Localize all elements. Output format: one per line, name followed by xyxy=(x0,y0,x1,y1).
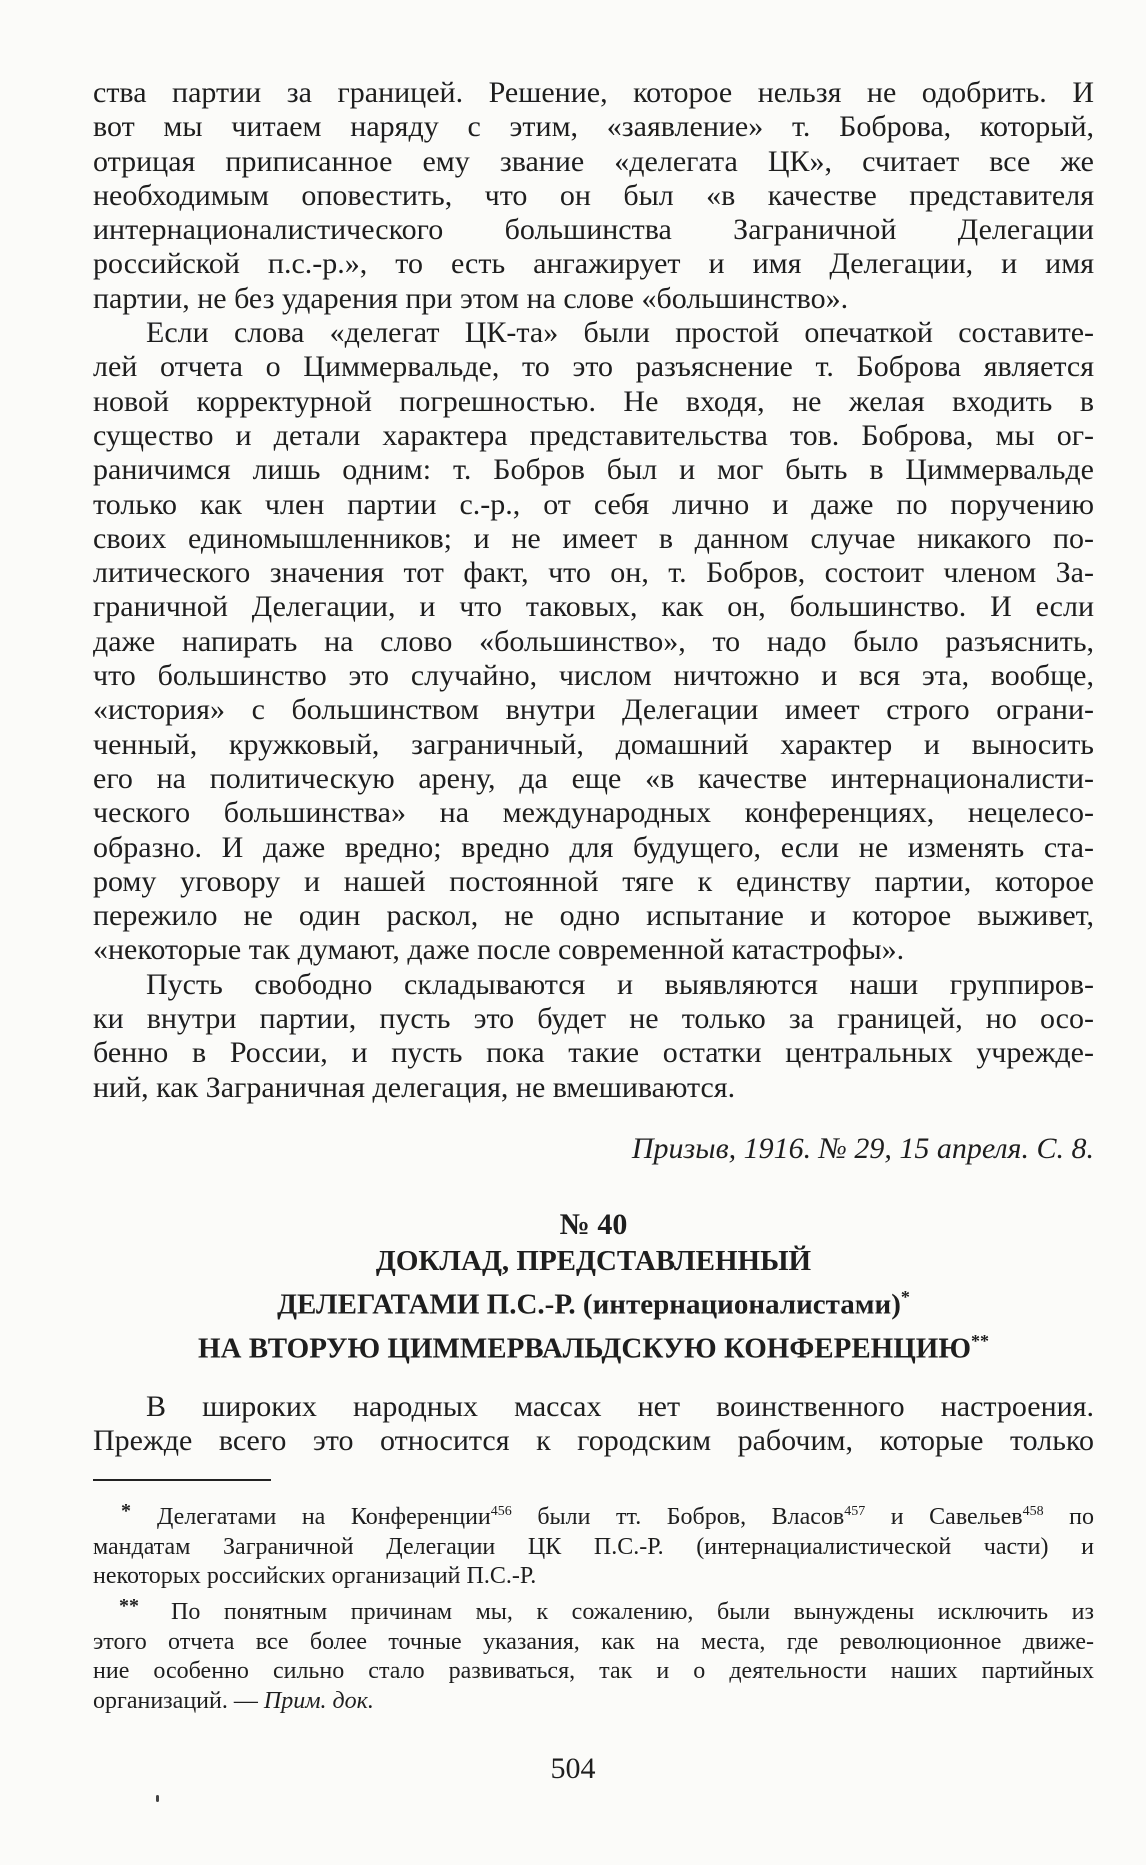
text-line: ние особенно сильно стало развиваться, так и о деятельности наших партийных xyxy=(93,1658,1094,1684)
text-line: Прежде всего это относится к городским рабочим, которые только xyxy=(93,1424,1094,1458)
endnote-ref[interactable]: 457 xyxy=(844,1504,866,1519)
document-title-line: НА ВТОРУЮ ЦИММЕРВАЛЬДСКУЮ КОНФЕРЕНЦИЮ** xyxy=(197,1330,990,1365)
text-line: По понятным причинам мы, к сожалению, были вынуждены исключить из xyxy=(171,1599,1094,1625)
text-line: рому уговору и нашей постоянной тяге к единству партии, которое xyxy=(93,864,1094,898)
text-line: образно. И даже вредно; вредно для будущего, если не изменять ста- xyxy=(93,830,1094,864)
text-line: мандатам Заграничной Делегации ЦК П.С.-Р. (интернациалистической части) и xyxy=(93,1533,1094,1560)
text-line: «некоторые так думают, даже после современной катастрофы». xyxy=(93,933,905,967)
text-line: необходимым оповестить, что он был «в качестве представителя xyxy=(93,178,1094,212)
text-line: только как член партии с.-р., от себя лично и даже по поручению xyxy=(93,487,1094,521)
footnote-2 xyxy=(93,1595,1094,1716)
text-line: ческого большинства» на международных конференциях, нецелесо- xyxy=(93,796,1094,830)
source-citation: Призыв, 1916. № 29, 15 апреля. С. 8. xyxy=(631,1132,1094,1165)
text-line: вот мы читаем наряду с этим, «заявление» т. Боброва, который, xyxy=(93,110,1094,144)
text-line: ки внутри партии, пусть это будет не только за границей, но осо- xyxy=(93,1002,1094,1036)
footnote-ref[interactable]: * xyxy=(900,1287,910,1307)
text-line: партии, не без ударения при этом на слове «большинство». xyxy=(93,281,849,315)
text-line: Если слова «делегат ЦК-та» были простой опечаткой составите- xyxy=(146,316,1094,350)
scan-speck xyxy=(156,1795,159,1802)
text-line: В широких народных массах нет воинственного настроения. xyxy=(146,1390,1094,1423)
endnote-ref[interactable]: 458 xyxy=(1022,1504,1044,1519)
text-line: организаций. — Прим. док. xyxy=(93,1687,374,1714)
editor-note: Прим. док. xyxy=(263,1687,374,1714)
document-heading xyxy=(93,1207,1094,1366)
footnote-mark: * xyxy=(121,1500,131,1522)
text-line: ченный, кружковый, заграничный, домашний характер и выносить xyxy=(93,727,1094,761)
text-line: лей отчета о Циммервальде, то это разъяснение т. Боброва является xyxy=(93,350,1094,384)
document-number: № 40 xyxy=(559,1208,628,1241)
text-line: отрицая приписанное ему звание «делегата ЦК», считает все же xyxy=(93,144,1094,178)
text-line: своих единомышленников; и не имеет в данном случае никакого по- xyxy=(93,521,1094,555)
text-line: пережило не один раскол, не одно испытание и которое выживет, xyxy=(93,899,1094,933)
footnote-mark: ** xyxy=(119,1595,139,1617)
text-line: «история» с большинством внутри Делегации имеет строго ограни- xyxy=(93,693,1094,727)
text-line: новой корректурной погрешностью. Не входя, не желая входить в xyxy=(93,384,1094,418)
footnote-1 xyxy=(93,1500,1094,1592)
text-line: граничной Делегации, и что таковых, как он, большинство. И если xyxy=(93,590,1094,624)
body-text xyxy=(93,76,1094,1105)
text-line: даже напирать на слово «большинство», то надо было разъяснить, xyxy=(93,624,1094,658)
text-line: некоторых российских организаций П.С.-Р. xyxy=(93,1563,537,1589)
document-title-line: ДЕЛЕГАТАМИ П.С.-Р. (интернационалистами)* xyxy=(277,1287,910,1321)
footnote-ref[interactable]: ** xyxy=(971,1330,990,1351)
text-line: ства партии за границей. Решение, которое нельзя не одобрить. И xyxy=(93,76,1094,109)
text-line: существо и детали характера представительства тов. Боброва, мы ог- xyxy=(93,418,1094,452)
endnote-ref[interactable]: 456 xyxy=(490,1504,512,1519)
text-line: литического значения тот факт, что он, т. Бобров, состоит членом За- xyxy=(93,556,1094,590)
footnote-divider xyxy=(93,1479,271,1481)
text-line: интернационалистического большинства Заграничной Делегации xyxy=(93,213,1094,247)
text-line: этого отчета все более точные указания, как на места, где революционное движе- xyxy=(93,1628,1094,1655)
text-line: раничимся лишь одним: т. Бобров был и мог быть в Циммервальде xyxy=(93,453,1094,487)
document-paragraph xyxy=(93,1390,1094,1459)
page-number: 504 xyxy=(550,1752,596,1785)
text-line: что большинство это случайно, числом ничтожно и вся эта, вообще, xyxy=(93,659,1094,693)
document-title-line: ДОКЛАД, ПРЕДСТАВЛЕННЫЙ xyxy=(375,1245,812,1277)
text-line: бенно в России, и пусть пока такие остатки центральных учрежде- xyxy=(93,1036,1094,1070)
text-line: Делегатами на Конференции$^{456}$ были тт. Бобров, Власов$^{457}$ и Савельев$^{458}$ по xyxy=(157,1504,1094,1530)
text-line: его на политическую арену, да еще «в качестве интернационалисти- xyxy=(93,761,1094,795)
text-line: российской п.с.-р.», то есть ангажирует и имя Делегации, и имя xyxy=(93,247,1094,281)
text-line: ний, как Заграничная делегация, не вмешиваются. xyxy=(93,1070,736,1104)
text-line: Пусть свободно складываются и выявляются наши группиров- xyxy=(146,967,1094,1001)
